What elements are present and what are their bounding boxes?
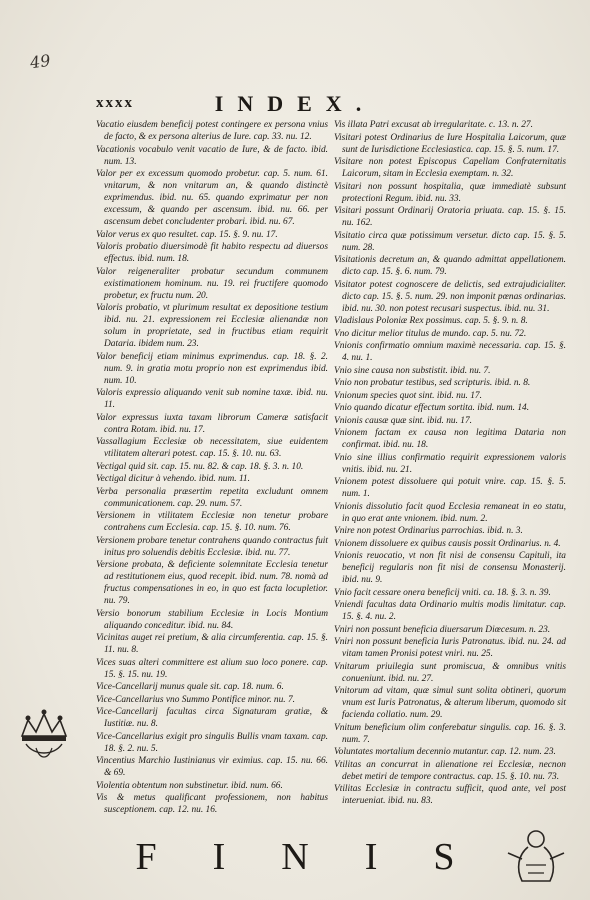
index-entry: Valor per ex excessum quomodo probetur. cap. 5. num. 61. vnitarum, & non vnitarum an, & quando distinctè exprimendus. ibid. nu. 65. quando exprimatur per non excessum, & quando per ascensum. ibid. nu. 66. per ascensum debet concludenter probari. ibid. nu. 67.	[96, 169, 328, 227]
index-entry: Vniendi facultas data Ordinario multis modis limitatur. cap. 15. §. 4. nu. 2.	[334, 600, 566, 622]
index-entry: Vtilitas an concurrat in alienatione rei Ecclesiæ, necnon debet metiri de tempore contractus. cap. 15. §. 10. nu. 73.	[334, 759, 566, 782]
index-entry: Versio bonorum stabilium Ecclesiæ in Locis Montium aliquando conceditur. ibid. nu. 84.	[96, 608, 328, 631]
page-header	[0, 93, 590, 117]
index-entry: Valor verus ex quo resultet. cap. 15. §. 9. nu. 17.	[96, 229, 278, 240]
index-entry: Visitari potest Ordinarius de Iure Hospitalia Laicorum, quæ sunt de Iurisdictione Ecclesiastica. cap. 15. §. 5. num. 17.	[334, 132, 566, 155]
index-entry: Vectigal quid sit. cap. 15. nu. 82. & cap. 18. §. 3. n. 10.	[96, 461, 304, 472]
index-entry: Verba personalia præsertim repetita excludunt omnem communicationem. cap. 29. num. 57.	[96, 486, 328, 509]
index-entry: Vnio sine causa non substistit. ibid. nu. 7.	[334, 365, 491, 376]
index-entry: Vnionem factam ex causa non legitima Dataria non confirmat. ibid. nu. 18.	[334, 428, 566, 450]
index-entry: Valoris probatio, vt plurimum resultat ex depositione testium ibid. nu. 21. expressionem rei Ecclesiæ alienandæ non solum in proprietate, sed in fructibus etiam requirit Dataria. ibidem num. 23.	[96, 303, 328, 349]
index-entry: Voluntates mortalium decennio mutantur. cap. 12. num. 23.	[334, 747, 556, 757]
index-column-left	[96, 119, 328, 817]
crown-ornament-icon	[14, 706, 84, 762]
index-entry: Vnio non probatur testibus, sed scripturis. ibid. n. 8.	[334, 378, 531, 388]
index-entry: Vacationis vocabulo venit vacatio de Iure, & de facto. ibid. num. 13.	[96, 144, 328, 167]
index-entry: Visitari non possunt hospitalia, quæ immediatè subsunt protectioni Regum. ibid. nu. 33.	[334, 181, 566, 204]
index-entry: Vno dicitur melior titulus de mundo. cap. 5. nu. 72.	[334, 328, 527, 339]
index-entry: Vacatio eiusdem beneficij potest contingere ex persona vnius de facto, & ex persona alterius de Iure. cap. 33. nu. 12.	[96, 120, 328, 142]
index-entry: Visitationis decretum an, & quando admittat appellationem. dicto cap. 15. §. 6. num. 79.	[334, 255, 566, 277]
index-entry: Vtilitas Ecclesiæ in contractu sufficit, quod ante, vel post interueniat. ibid. nu. 83.	[334, 784, 566, 806]
index-entry: Vnio facit cessare onera beneficij vniti. ca. 18. §. 3. n. 39.	[334, 587, 551, 598]
header-signature: xxxx	[96, 95, 134, 111]
index-entry: Visitari possunt Ordinarij Oratoria priuata. cap. 15. §. 15. nu. 162.	[334, 206, 566, 228]
index-entry: Vladislaus Poloniæ Rex possimus. cap. 5. §. 9. n. 8.	[334, 316, 528, 326]
index-entry: Vnionis causæ quæ sint. ibid. nu. 17.	[334, 415, 473, 426]
index-entry: Vassallagium Ecclesiæ ob necessitatem, siue euidentem vtilitatem alterari potest. cap. 15. §. 10. nu. 63.	[96, 437, 328, 459]
index-entry: Vice-Cancellarius exigit pro singulis Bullis vnam taxam. cap. 18. §. 2. nu. 5.	[96, 731, 328, 754]
index-entry: Visitatio circa quæ potissimum versetur. dicto cap. 15. §. 5. num. 28.	[334, 230, 566, 253]
index-entry: Vices suas alteri committere est alium suo loco ponere. cap. 15. §. 15. nu. 19.	[96, 657, 328, 680]
index-entry: Valor beneficij etiam minimus exprimendus. cap. 18. §. 2. num. 9. in gratia motu proprio non est exprimendus ibid. num. 10.	[96, 351, 328, 386]
index-entry: Vectigal dicitur à vehendo. ibid. num. 11.	[96, 474, 250, 484]
folio-mark: 49	[28, 50, 52, 73]
index-entry: Vice-Cancellarius vno Summo Pontifice minor. nu. 7.	[96, 694, 296, 705]
index-entry: Vnionem potest dissoluere qui potuit vnire. cap. 15. §. 5. num. 1.	[334, 477, 566, 499]
finis-footer: FINIS	[135, 836, 511, 878]
index-entry: Vnio quando dicatur effectum sortita. ibid. num. 14.	[334, 403, 530, 413]
index-entry: Vnitorum ad vitam, quæ simul sunt solita obtineri, quorum vnum est Iuris Patronatus, & alterum liberum, quomodo sit facienda collatio. num. 29.	[334, 686, 566, 720]
index-entry: Versionem in vtilitatem Ecclesiæ non tenetur probare contrahens cum Ecclesia. cap. 15. §. 10. num. 76.	[96, 511, 328, 533]
index-entry: Vice-Cancellarij facultas circa Signaturam gratiæ, & Iustitiæ. nu. 8.	[96, 707, 328, 729]
index-entry: Valoris probatio diuersimodè fit habito respectu ad diuersos effectus. ibid. num. 18.	[96, 242, 328, 264]
index-entry: Valor reigeneraliter probatur secundum communem existimationem hominum. nu. 19. rei fructifere quomodo probetur, ex fructu num. 20.	[96, 266, 328, 301]
index-entry: Vniri non possunt beneficia diuersarum Diœcesum. n. 23.	[334, 624, 551, 635]
index-entry: Vnionis dissolutio facit quod Ecclesia remaneat in eo statu, in quo erat ante vnionem. ibid. num. 2.	[334, 501, 566, 524]
index-entry: Valoris expressio aliquando venit sub nomine taxæ. ibid. nu. 11.	[96, 388, 328, 410]
page-title: INDEX.	[214, 91, 376, 116]
index-entry: Vice-Cancellarij munus quale sit. cap. 18. num. 6.	[96, 682, 284, 692]
index-entry: Valor expressus iuxta taxam librorum Cameræ satisfacit contra Rotam. ibid. nu. 17.	[96, 412, 328, 435]
index-entry: Vis illata Patri excusat ab irregularitate. c. 13. n. 27.	[334, 120, 533, 130]
index-entry: Vicinitas auget rei pretium, & alia circumferentia. cap. 15. §. 11. nu. 8.	[96, 633, 328, 655]
index-entry: Visitator potest cognoscere de delictis, sed extrajudicialiter. dicto cap. 15. §. 5. num. 29. non imponit pœnas ordinarias. ibid. nu. 30. non potest recusari suspectus. ibid. nu. 31.	[334, 279, 566, 314]
index-entry: Vniri non possunt beneficia Iuris Patronatus. ibid. nu. 24. ad vitam tamen Pronisi potest vniri. nu. 25.	[334, 637, 566, 659]
index-entry: Visitare non potest Episcopus Capellam Confraternitatis Laicorum, sitam in Ecclesia exemptam. n. 32.	[334, 157, 566, 179]
index-entry: Vnitum beneficium olim conferebatur singulis. cap. 16. §. 3. num. 7.	[334, 722, 566, 745]
index-entry: Vnionis reuocatio, vt non fit nisi de consensu Capituli, ita beneficij regularis non fit nisi de consensu Monasterij. ibid. nu. 9.	[334, 551, 566, 585]
index-entry: Vnitarum priuilegia sunt promiscua, & omnibus vnitis conueniunt. ibid. nu. 27.	[334, 661, 566, 684]
index-entry: Vnire non potest Ordinarius parrochias. ibid. n. 3.	[334, 526, 523, 536]
index-entry: Vnio sine illius confirmatio requirit expressionem valoris vnitis. ibid. nu. 21.	[334, 452, 566, 475]
index-entry: Vnionis confirmatio omnium maximè necessaria. cap. 15. §. 4. nu. 1.	[334, 341, 566, 363]
index-entry: Versionem probare tenetur contrahens quando contractus fuit initus pro soluendis debitis Ecclesiæ. ibid. nu. 77.	[96, 535, 328, 558]
index-entry: Vnionem dissoluere ex quibus causis possit Ordinarius. n. 4.	[334, 538, 561, 549]
index-entry: Vincentius Marchio Iustinianus vir eximius. cap. 15. nu. 66. & 69.	[96, 756, 328, 778]
index-entry: Violentia obtentum non substinetur. ibid. num. 66.	[96, 780, 283, 791]
index-entry: Versione probata, & deficiente solemnitate Ecclesia tenetur ad restitutionem eius, quod recepit. ibid. num. 78. nomà ad fructus compensationes in eo, in quo est facta locupletior. nu. 79.	[96, 560, 328, 606]
index-entry: Vnionum species quot sint. ibid. nu. 17.	[334, 390, 482, 401]
index-entry: Vis & metus qualificant professionem, non habitus susceptionem. cap. 12. nu. 16.	[96, 793, 328, 815]
index-column-right	[334, 119, 566, 808]
